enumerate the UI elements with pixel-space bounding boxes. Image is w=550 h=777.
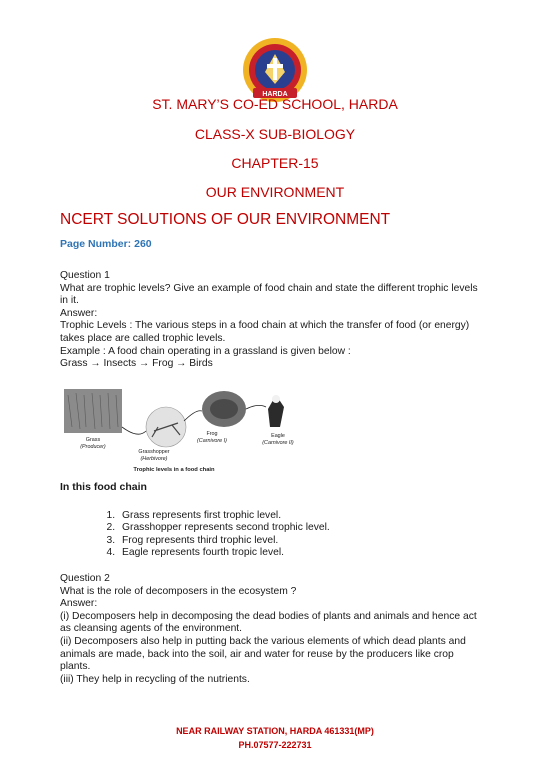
logo-banner-text: HARDA (262, 91, 288, 98)
arrow-icon (184, 411, 202, 421)
section-heading: NCERT SOLUTIONS OF OUR ENVIRONMENT (60, 211, 391, 228)
answer-1-definition: Trophic Levels : The various steps in a food chain at which the transfer of food (or energy) takes place are called trophic levels. (60, 320, 470, 344)
label-frog: Frog (206, 431, 218, 437)
footer-address: NEAR RAILWAY STATION, HARDA 461331(MP) (176, 726, 374, 736)
answer-2-point-3: (iii) They help in recycling of the nutrients. (60, 673, 250, 685)
question-1-block (60, 270, 480, 371)
trophic-levels-list (100, 510, 330, 560)
list-item: 3. Frog represents third trophic level. (118, 535, 330, 547)
page-number: Page Number: 260 (60, 238, 152, 250)
label-eagle: Eagle (271, 433, 285, 439)
class-subject: CLASS-X SUB-BIOLOGY (194, 126, 356, 142)
answer-1-example: Example : A food chain operating in a grassland is given below : (60, 345, 351, 357)
food-chain-figure (62, 387, 310, 475)
label-eagle-role: (Carnivore II) (262, 440, 294, 446)
list-item: 4. Eagle represents fourth tropic level. (118, 547, 330, 559)
answer-1-label: Answer: (60, 307, 98, 319)
label-grass-role: (Producer) (80, 444, 106, 450)
list-item: 2. Grasshopper represents second trophic level. (118, 522, 330, 534)
answer-1-chain: Grass → Insects → Frog → Birds (60, 358, 213, 370)
label-frog-role: (Carnivore I) (197, 438, 227, 444)
question-2-block (60, 573, 480, 686)
grass-image (64, 389, 122, 433)
answer-2-label: Answer: (60, 598, 98, 610)
food-chain-subheading: In this food chain (60, 481, 147, 493)
question-1-label: Question 1 (60, 270, 110, 281)
question-2-label: Question 2 (60, 573, 110, 584)
arrow-icon (246, 405, 266, 409)
label-grasshopper: Grasshopper (138, 449, 170, 455)
list-item: 1. Grass represents first trophic level. (118, 510, 330, 522)
chapter-topic: OUR ENVIRONMENT (205, 184, 345, 200)
question-2-text: What is the role of decomposers in the ecosystem ? (60, 585, 297, 597)
answer-2-point-2: (ii) Decomposers also help in putting back the various elements of which dead plants and animals are made, back into the soil, air and water for reuse by the producers like crop plants. (60, 635, 466, 673)
school-name: ST. MARY’S CO-ED SCHOOL, HARDA (152, 96, 398, 112)
figure-caption: Trophic levels in a food chain (133, 467, 215, 473)
label-grasshopper-role: (Herbivore) (140, 456, 168, 462)
question-1-text: What are trophic levels? Give an example of food chain and state the different trophic levels in it. (60, 282, 478, 307)
chapter-number: CHAPTER-15 (231, 155, 319, 171)
footer-phone: PH.07577-222731 (238, 740, 312, 750)
arrow-icon (122, 427, 146, 434)
label-grass: Grass (85, 437, 101, 443)
answer-2-point-1: (i) Decomposers help in decomposing the dead bodies of plants and animals and hence act as cleansing agents of the environment. (60, 610, 477, 635)
